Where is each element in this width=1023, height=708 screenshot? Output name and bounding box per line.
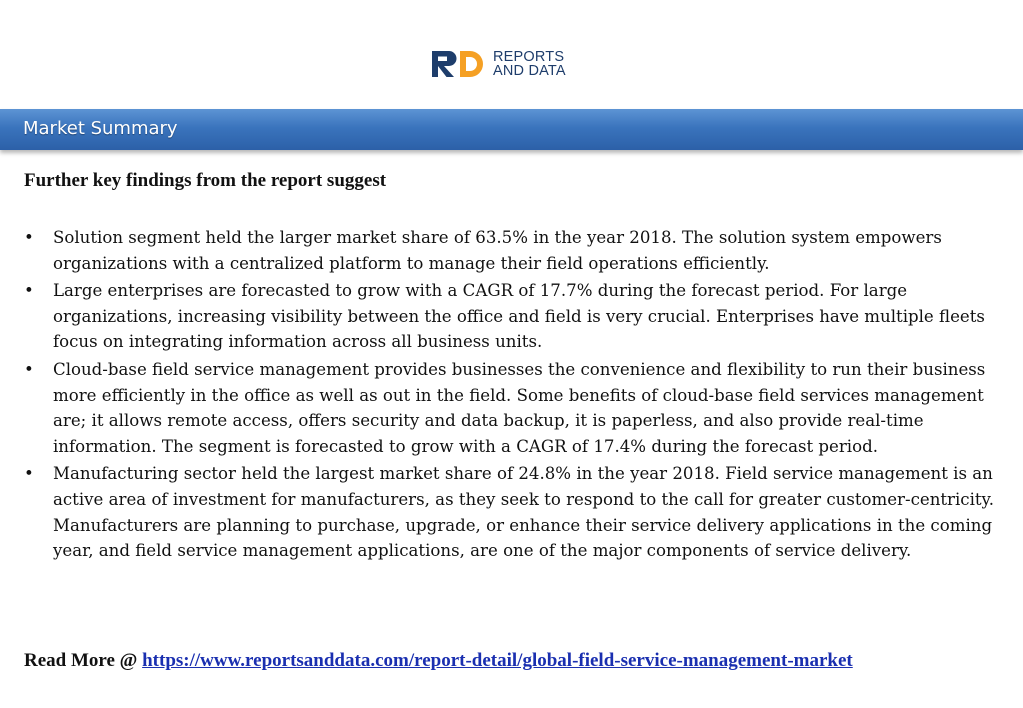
read-more-line — [24, 648, 999, 673]
list-item-text: Solution segment held the larger market share of 63.5% in the year 2018. The solution system empowers organizations with a centralized platform to manage their field operations efficiently. — [53, 228, 942, 273]
findings-list — [24, 225, 999, 566]
bullet-marker: • — [24, 359, 34, 379]
read-more-label: Read More @ — [24, 650, 143, 671]
findings-heading: Further key findings from the report suggest — [24, 170, 387, 191]
list-item-text: Cloud-base field service management provides businesses the convenience and flexibility to run their business more efficiently in the office as well as out in the field. Some benefits of cloud-base field services management are; it allows remote access, offers security and data backup, it is paperless, and also provide real-time information. The segment is forecasted to grow with a CAGR of 17.4% during the forecast period. — [53, 359, 986, 456]
banner-title: Market Summary — [23, 118, 178, 139]
list-item — [24, 278, 999, 355]
bullet-marker: • — [24, 228, 34, 247]
list-item — [24, 357, 999, 459]
logo-wordmark — [493, 50, 566, 78]
list-item — [24, 225, 999, 276]
bullet-marker: • — [24, 281, 34, 301]
list-item — [24, 461, 999, 563]
list-item-text: Large enterprises are forecasted to grow with a CAGR of 17.7% during the forecast period. For large organizations, increasing visibility between the office and field is very crucial. Enterprises have multiple fleets focus on integrating information across all business units. — [53, 281, 985, 352]
report-link[interactable]: https://www.reportsanddata.com/report-detail/global-field-service-management-market — [142, 650, 853, 671]
logo-line-and-data: AND DATA — [493, 63, 566, 79]
logo-line-reports: REPORTS — [493, 49, 565, 65]
reports-and-data-logo — [432, 48, 566, 80]
rd-logo-icon — [432, 48, 488, 80]
bullet-marker: • — [24, 464, 34, 484]
section-banner — [0, 109, 1023, 150]
list-item-text: Manufacturing sector held the largest market share of 24.8% in the year 2018. Field service management is an active area of investment for manufacturers, as they seek to respond to the call for greater customer-centricity. Manufacturers are planning to purchase, upgrade, or enhance their service delivery applications in the coming year, and field service management applications, are one of the major components of service delivery. — [53, 464, 995, 561]
